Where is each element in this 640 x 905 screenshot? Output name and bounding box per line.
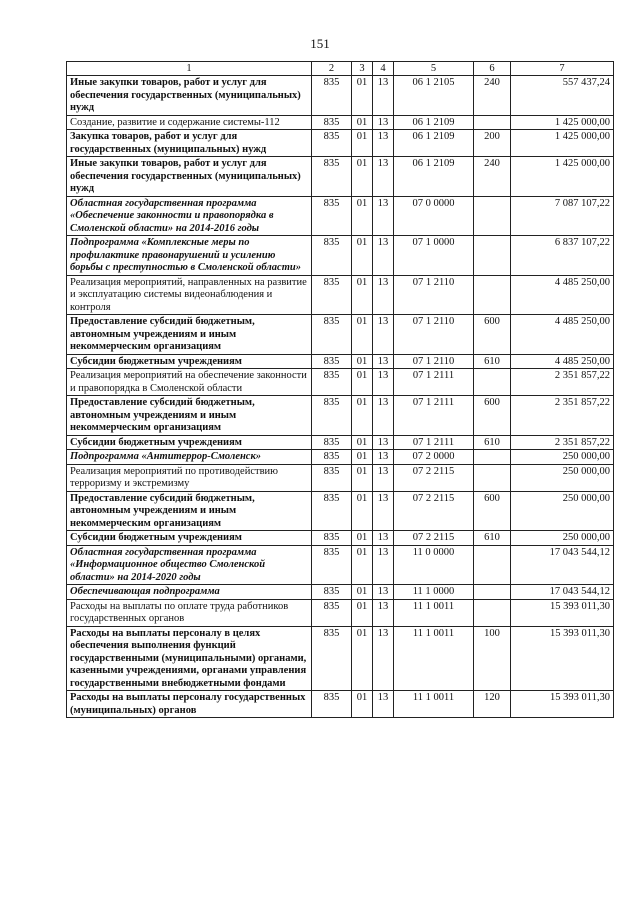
row-target-article: 07 2 2115 — [394, 531, 474, 546]
header-col-2: 2 — [312, 62, 352, 76]
row-subsection-code: 13 — [373, 626, 394, 691]
row-target-article: 07 1 2111 — [394, 369, 474, 396]
row-subsection-code: 13 — [373, 369, 394, 396]
row-expense-type: 610 — [474, 531, 511, 546]
row-section-code: 01 — [352, 76, 373, 116]
row-target-article: 07 1 2111 — [394, 435, 474, 450]
row-name-cell: Расходы на выплаты персоналу государственных (муниципальных) органов — [67, 691, 312, 718]
row-ministry-code: 835 — [312, 599, 352, 626]
row-subsection-code: 13 — [373, 76, 394, 116]
row-name-cell: Областная государственная программа «Информационное общество Смоленской области» на 2014-2020 годы — [67, 545, 312, 585]
row-section-code: 01 — [352, 275, 373, 315]
row-section-code: 01 — [352, 531, 373, 546]
table-row — [67, 315, 614, 355]
table-row — [67, 464, 614, 491]
row-expense-type — [474, 585, 511, 600]
row-ministry-code: 835 — [312, 115, 352, 130]
row-amount: 557 437,24 — [511, 76, 614, 116]
row-amount: 1 425 000,00 — [511, 130, 614, 157]
row-name-cell: Предоставление субсидий бюджетным, автономным учреждениям и иным некоммерческим организациям — [67, 315, 312, 355]
row-section-code: 01 — [352, 450, 373, 465]
row-name-cell: Закупка товаров, работ и услуг для государственных (муниципальных) нужд — [67, 130, 312, 157]
row-target-article: 06 1 2109 — [394, 130, 474, 157]
row-name-cell: Подпрограмма «Комплексные меры по профилактике правонарушений и усилению борьбы с преступностью в Смоленской области» — [67, 236, 312, 276]
row-subsection-code: 13 — [373, 491, 394, 531]
row-subsection-code: 13 — [373, 354, 394, 369]
row-section-code: 01 — [352, 315, 373, 355]
row-expense-type — [474, 196, 511, 236]
row-expense-type: 200 — [474, 130, 511, 157]
row-target-article: 11 1 0011 — [394, 626, 474, 691]
row-section-code: 01 — [352, 236, 373, 276]
row-ministry-code: 835 — [312, 275, 352, 315]
row-target-article: 07 1 2110 — [394, 315, 474, 355]
row-section-code: 01 — [352, 599, 373, 626]
row-amount: 17 043 544,12 — [511, 585, 614, 600]
row-amount: 2 351 857,22 — [511, 369, 614, 396]
row-amount: 15 393 011,30 — [511, 599, 614, 626]
table-row — [67, 130, 614, 157]
row-name-cell: Субсидии бюджетным учреждениям — [67, 531, 312, 546]
header-col-3: 3 — [352, 62, 373, 76]
row-ministry-code: 835 — [312, 130, 352, 157]
row-target-article: 07 2 2115 — [394, 491, 474, 531]
header-col-4: 4 — [373, 62, 394, 76]
row-section-code: 01 — [352, 464, 373, 491]
row-subsection-code: 13 — [373, 599, 394, 626]
row-expense-type: 240 — [474, 76, 511, 116]
row-subsection-code: 13 — [373, 115, 394, 130]
row-target-article: 07 1 2111 — [394, 396, 474, 436]
row-target-article: 07 1 2110 — [394, 275, 474, 315]
table-row — [67, 545, 614, 585]
row-target-article: 11 1 0000 — [394, 585, 474, 600]
header-col-7: 7 — [511, 62, 614, 76]
row-name-cell: Предоставление субсидий бюджетным, автономным учреждениям и иным некоммерческим организациям — [67, 396, 312, 436]
row-section-code: 01 — [352, 354, 373, 369]
row-target-article: 07 2 0000 — [394, 450, 474, 465]
table-row — [67, 157, 614, 197]
header-col-1: 1 — [67, 62, 312, 76]
row-ministry-code: 835 — [312, 491, 352, 531]
row-subsection-code: 13 — [373, 545, 394, 585]
row-name-cell: Реализация мероприятий на обеспечение законности и правопорядка в Смоленской области — [67, 369, 312, 396]
row-expense-type: 610 — [474, 435, 511, 450]
row-name-cell: Иные закупки товаров, работ и услуг для обеспечения государственных (муниципальных) нужд — [67, 76, 312, 116]
page-number: 151 — [310, 36, 330, 51]
row-ministry-code: 835 — [312, 157, 352, 197]
row-expense-type: 120 — [474, 691, 511, 718]
row-expense-type: 610 — [474, 354, 511, 369]
row-amount: 1 425 000,00 — [511, 115, 614, 130]
row-target-article: 06 1 2105 — [394, 76, 474, 116]
row-name-cell: Областная государственная программа «Обеспечение законности и правопорядка в Смоленской области» на 2014-2016 годы — [67, 196, 312, 236]
row-expense-type: 600 — [474, 491, 511, 531]
row-section-code: 01 — [352, 196, 373, 236]
row-section-code: 01 — [352, 369, 373, 396]
row-ministry-code: 835 — [312, 76, 352, 116]
row-amount: 4 485 250,00 — [511, 275, 614, 315]
table-row — [67, 354, 614, 369]
table-row — [67, 115, 614, 130]
header-col-6: 6 — [474, 62, 511, 76]
row-ministry-code: 835 — [312, 369, 352, 396]
row-ministry-code: 835 — [312, 626, 352, 691]
row-name-cell: Обеспечивающая подпрограмма — [67, 585, 312, 600]
row-ministry-code: 835 — [312, 531, 352, 546]
row-section-code: 01 — [352, 157, 373, 197]
row-amount: 250 000,00 — [511, 491, 614, 531]
table-row — [67, 691, 614, 718]
table-row — [67, 585, 614, 600]
row-subsection-code: 13 — [373, 196, 394, 236]
row-amount: 250 000,00 — [511, 450, 614, 465]
row-section-code: 01 — [352, 491, 373, 531]
row-amount: 6 837 107,22 — [511, 236, 614, 276]
row-expense-type — [474, 599, 511, 626]
row-target-article: 11 1 0011 — [394, 599, 474, 626]
row-subsection-code: 13 — [373, 450, 394, 465]
row-subsection-code: 13 — [373, 691, 394, 718]
row-ministry-code: 835 — [312, 545, 352, 585]
row-amount: 250 000,00 — [511, 531, 614, 546]
row-target-article: 11 0 0000 — [394, 545, 474, 585]
row-amount: 15 393 011,30 — [511, 626, 614, 691]
row-amount: 7 087 107,22 — [511, 196, 614, 236]
row-subsection-code: 13 — [373, 315, 394, 355]
row-name-cell: Расходы на выплаты персоналу в целях обеспечения выполнения функций государственными (муниципальными) органами, казенными учреждениями, органами управления государственными внебюджетными фондами — [67, 626, 312, 691]
row-subsection-code: 13 — [373, 275, 394, 315]
row-expense-type — [474, 275, 511, 315]
row-name-cell: Реализация мероприятий по противодействию терроризму и экстремизму — [67, 464, 312, 491]
row-expense-type — [474, 545, 511, 585]
table-row — [67, 491, 614, 531]
header-col-5: 5 — [394, 62, 474, 76]
row-section-code: 01 — [352, 130, 373, 157]
row-ministry-code: 835 — [312, 396, 352, 436]
row-amount: 2 351 857,22 — [511, 435, 614, 450]
row-ministry-code: 835 — [312, 196, 352, 236]
row-amount: 250 000,00 — [511, 464, 614, 491]
table-row — [67, 626, 614, 691]
row-section-code: 01 — [352, 115, 373, 130]
table-row — [67, 275, 614, 315]
row-ministry-code: 835 — [312, 354, 352, 369]
row-section-code: 01 — [352, 691, 373, 718]
row-name-cell: Создание, развитие и содержание системы-112 — [67, 115, 312, 130]
row-expense-type — [474, 115, 511, 130]
row-name-cell: Иные закупки товаров, работ и услуг для обеспечения государственных (муниципальных) нужд — [67, 157, 312, 197]
row-ministry-code: 835 — [312, 691, 352, 718]
row-subsection-code: 13 — [373, 585, 394, 600]
row-name-cell: Реализация мероприятий, направленных на развитие и эксплуатацию системы видеонаблюдения и контроля — [67, 275, 312, 315]
row-name-cell: Подпрограмма «Антитеррор-Смоленск» — [67, 450, 312, 465]
table-row — [67, 369, 614, 396]
row-ministry-code: 835 — [312, 435, 352, 450]
table-row — [67, 396, 614, 436]
row-section-code: 01 — [352, 396, 373, 436]
row-subsection-code: 13 — [373, 396, 394, 436]
row-ministry-code: 835 — [312, 450, 352, 465]
row-ministry-code: 835 — [312, 315, 352, 355]
budget-table — [66, 61, 614, 718]
row-expense-type — [474, 236, 511, 276]
row-expense-type — [474, 450, 511, 465]
table-row — [67, 599, 614, 626]
row-amount: 4 485 250,00 — [511, 354, 614, 369]
row-subsection-code: 13 — [373, 464, 394, 491]
row-target-article: 11 1 0011 — [394, 691, 474, 718]
row-amount: 1 425 000,00 — [511, 157, 614, 197]
row-target-article: 07 2 2115 — [394, 464, 474, 491]
row-amount: 17 043 544,12 — [511, 545, 614, 585]
row-section-code: 01 — [352, 585, 373, 600]
row-section-code: 01 — [352, 626, 373, 691]
row-name-cell: Предоставление субсидий бюджетным, автономным учреждениям и иным некоммерческим организациям — [67, 491, 312, 531]
row-expense-type — [474, 464, 511, 491]
row-ministry-code: 835 — [312, 585, 352, 600]
row-target-article: 06 1 2109 — [394, 115, 474, 130]
row-amount: 15 393 011,30 — [511, 691, 614, 718]
row-target-article: 07 1 2110 — [394, 354, 474, 369]
row-subsection-code: 13 — [373, 435, 394, 450]
row-target-article: 07 0 0000 — [394, 196, 474, 236]
row-amount: 4 485 250,00 — [511, 315, 614, 355]
table-row — [67, 236, 614, 276]
row-subsection-code: 13 — [373, 157, 394, 197]
table-row — [67, 450, 614, 465]
row-expense-type — [474, 369, 511, 396]
row-target-article: 07 1 0000 — [394, 236, 474, 276]
row-name-cell: Субсидии бюджетным учреждениям — [67, 354, 312, 369]
row-section-code: 01 — [352, 545, 373, 585]
row-expense-type: 240 — [474, 157, 511, 197]
row-section-code: 01 — [352, 435, 373, 450]
row-name-cell: Субсидии бюджетным учреждениям — [67, 435, 312, 450]
table-row — [67, 531, 614, 546]
row-subsection-code: 13 — [373, 236, 394, 276]
row-expense-type: 100 — [474, 626, 511, 691]
table-row — [67, 76, 614, 116]
row-subsection-code: 13 — [373, 531, 394, 546]
header-row — [67, 62, 614, 76]
table-row — [67, 196, 614, 236]
row-expense-type: 600 — [474, 396, 511, 436]
row-amount: 2 351 857,22 — [511, 396, 614, 436]
row-expense-type: 600 — [474, 315, 511, 355]
row-target-article: 06 1 2109 — [394, 157, 474, 197]
table-row — [67, 435, 614, 450]
row-ministry-code: 835 — [312, 464, 352, 491]
row-subsection-code: 13 — [373, 130, 394, 157]
row-name-cell: Расходы на выплаты по оплате труда работников государственных органов — [67, 599, 312, 626]
row-ministry-code: 835 — [312, 236, 352, 276]
